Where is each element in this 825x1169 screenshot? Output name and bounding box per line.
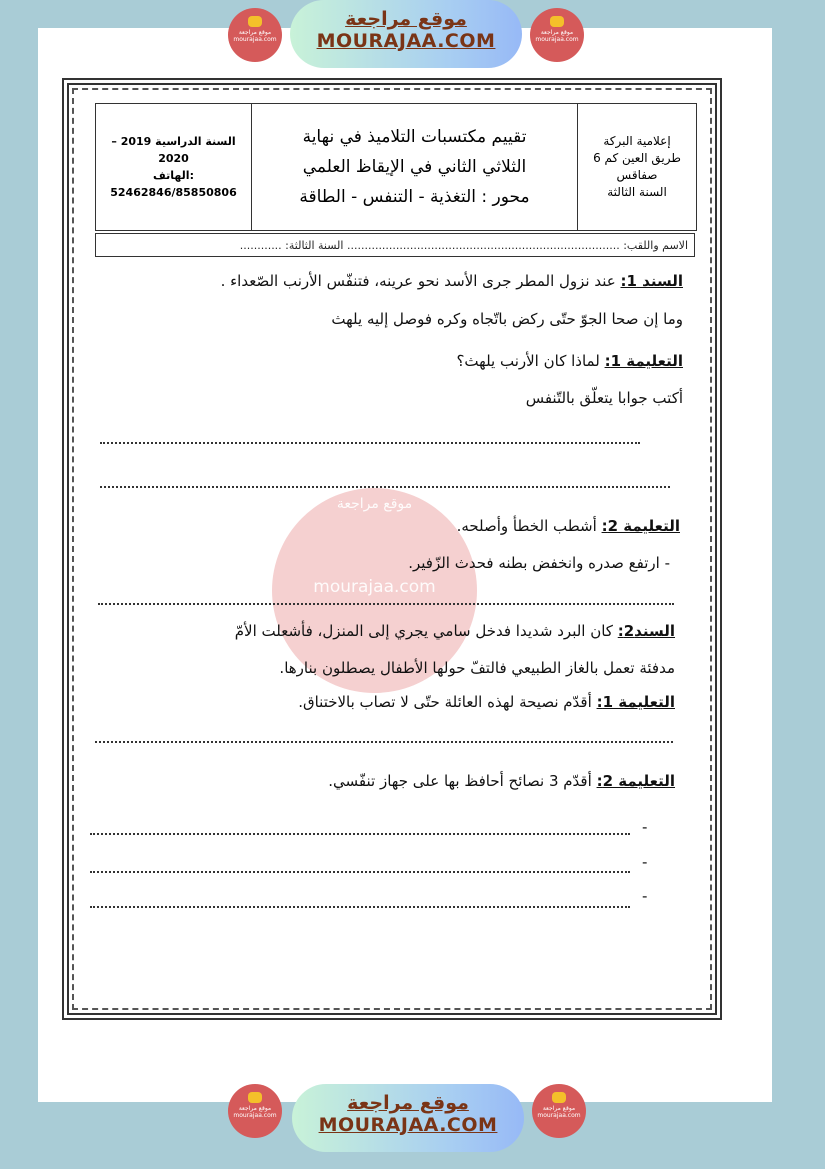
answer-line[interactable]	[100, 442, 640, 444]
watermark-latin: mourajaa.com	[313, 577, 436, 597]
banner-latin: MOURAJAA.COM	[318, 1114, 498, 1136]
sanad1-line2: وما إن صحا الجوّ حتّى ركض باتّجاه وكره فوصل إليه يلهث	[331, 310, 683, 328]
title-line: محور : التغذية - التنفس - الطاقة	[299, 187, 530, 207]
answer-line[interactable]	[90, 906, 630, 908]
book-logo-icon	[552, 1092, 566, 1103]
site-banner-top[interactable]	[290, 0, 522, 68]
title-cell	[251, 104, 577, 230]
school-year: السنة الدراسية 2019 – 2020	[111, 135, 236, 165]
task2-line	[457, 517, 680, 535]
sanad2-label: السند2:	[617, 622, 675, 640]
task4-label: التعليمة 2:	[596, 772, 675, 790]
sanad1-text: عند نزول المطر جرى الأسد نحو عرينه، فتنفّس الأرنب الصّعداء .	[220, 272, 616, 290]
task2-item: - ارتفع صدره وانخفض بطنه فحدث الزّفير.	[408, 554, 670, 572]
banner-latin: MOURAJAA.COM	[316, 30, 496, 52]
task1-sub: أكتب جوابا يتعلّق بالتّنفس	[525, 389, 683, 407]
book-logo-icon	[248, 1092, 262, 1103]
school-address: طريق العين كم 6	[593, 151, 681, 165]
task3-label: التعليمة 1:	[596, 693, 675, 711]
site-badge-right	[532, 1084, 586, 1138]
title-line: تقييم مكتسبات التلاميذ في نهاية	[302, 127, 527, 147]
school-city: صفاقس	[616, 168, 658, 182]
school-name: إعلامية البركة	[603, 134, 671, 148]
school-grade: السنة الثالثة	[607, 185, 667, 199]
answer-line[interactable]	[95, 741, 673, 743]
bullet: -	[642, 818, 648, 836]
sanad1-label: السند 1:	[620, 272, 683, 290]
badge-text: موقع مراجعة mourajaa.com	[233, 29, 277, 43]
book-logo-icon	[550, 16, 564, 27]
site-badge-left	[228, 8, 282, 62]
badge-text: موقع مراجعة mourajaa.com	[537, 1105, 581, 1119]
sanad1-line1	[221, 272, 683, 290]
phone-number: 52462846/85850806	[110, 186, 237, 199]
task2-text: أشطب الخطأ وأصلحه.	[456, 517, 597, 535]
badge-text: موقع مراجعة mourajaa.com	[233, 1105, 277, 1119]
banner-arabic: موقع مراجعة	[347, 1092, 469, 1114]
site-badge-left	[228, 1084, 282, 1138]
worksheet-header	[95, 103, 697, 231]
class-field[interactable]: السنة الثالثة: ............	[239, 239, 344, 252]
answer-line[interactable]	[98, 603, 674, 605]
task2-label: التعليمة 2:	[601, 517, 680, 535]
sanad2-text: كان البرد شديدا فدخل سامي يجري إلى المنزل، فأشعلت الأمّ	[234, 622, 613, 640]
task4-line	[328, 772, 675, 790]
task1-label: التعليمة 1:	[604, 352, 683, 370]
school-cell	[577, 104, 696, 230]
task3-line	[298, 693, 675, 711]
task1-line	[456, 352, 683, 370]
site-banner-bottom[interactable]	[292, 1084, 524, 1152]
title-line: الثلاثي الثاني في الإيقاظ العلمي	[302, 157, 527, 177]
badge-text: موقع مراجعة mourajaa.com	[535, 29, 579, 43]
phone-label: الهاتف:	[153, 169, 194, 182]
site-badge-right	[530, 8, 584, 62]
banner-arabic: موقع مراجعة	[345, 8, 467, 30]
student-name-bar[interactable]	[95, 233, 695, 257]
task1-text: لماذا كان الأرنب يلهث؟	[456, 352, 600, 370]
bullet: -	[642, 887, 648, 905]
answer-line[interactable]	[90, 833, 630, 835]
answer-line[interactable]	[100, 486, 670, 488]
task4-text: أقدّم 3 نصائح أحافظ بها على جهاز تنفّسي.	[328, 772, 592, 790]
answer-line[interactable]	[90, 871, 630, 873]
book-logo-icon	[248, 16, 262, 27]
name-field[interactable]: الاسم واللقب: ..............................................................................	[346, 239, 688, 252]
task3-text: أقدّم نصيحة لهذه العائلة حتّى لا تصاب بالاختناق.	[298, 693, 592, 711]
sanad2-line1	[235, 622, 675, 640]
bullet: -	[642, 853, 648, 871]
year-cell	[96, 104, 251, 230]
watermark-arabic: موقع مراجعة	[336, 496, 413, 512]
sanad2-line2: مدفئة تعمل بالغاز الطبيعي فالتفّ حولها الأطفال يصطلون بنارها.	[279, 659, 675, 677]
